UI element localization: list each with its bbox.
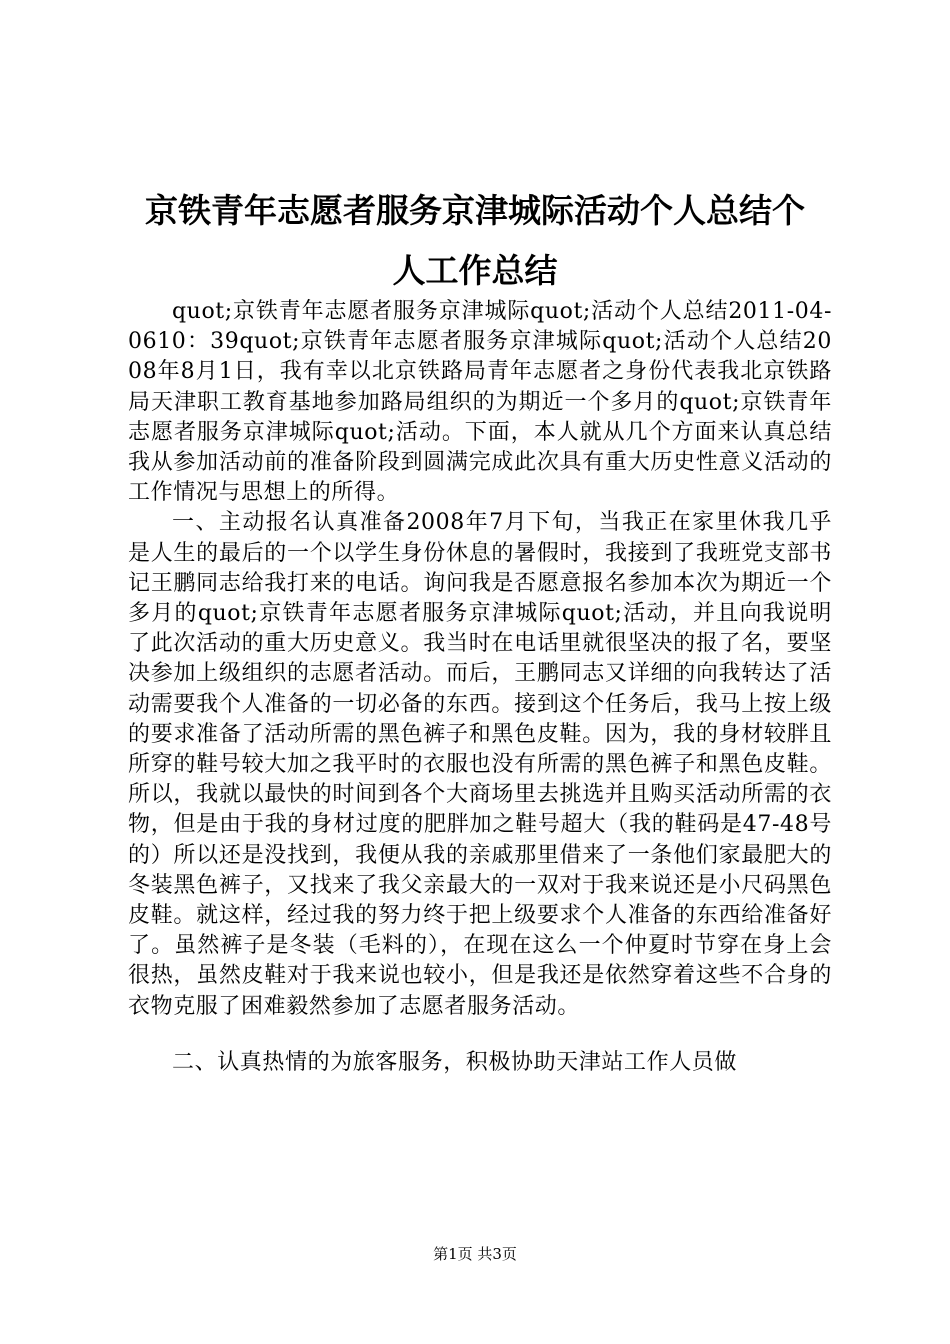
document-body [128,297,832,1078]
page-footer: 第1页 共3页 [433,1245,517,1263]
document-title-line-2: 人工作总结 [392,251,558,290]
paragraph-section-2: 二、认真热情的为旅客服务，积极协助天津站工作人员做 [172,1049,738,1075]
paragraph-section-1: 一、主动报名认真准备2008年7月下旬，当我正在家里休我几乎是人生的最后的一个以学生身份休息的暑假时，我接到了我班党支部书记王鹏同志给我打来的电话。询问我是否愿意报名参加本次为期近一个多月的quot;京铁青年志愿者服务京津城际quot;活动，并且向我说明了此次活动的重大历史意义。我当时在电话里就很坚决的报了名，要坚决参加上级组织的志愿者活动。而后，王鹏同志又详细的向我转达了活动需要我个人准备的一切必备的东西。接到这个任务后，我马上按上级的要求准备了活动所需的黑色裤子和黑色皮鞋。因为，我的身材较胖且所穿的鞋号较大加之我平时的衣服也没有所需的黑色裤子和黑色皮鞋。所以，我就以最快的时间到各个大商场里去挑选并且购买活动所需的衣物，但是由于我的身材过度的肥胖加之鞋号超大（我的鞋码是47-48号的）所以还是没找到，我便从我的亲戚那里借来了一条他们家最肥大的冬装黑色裤子，又找来了我父亲最大的一双对于我来说还是小尺码黑色皮鞋。就这样，经过我的努力终于把上级要求个人准备的东西给准备好了。虽然裤子是冬装（毛料的），在现在这么一个仲夏时节穿在身上会很热，虽然皮鞋对于我来说也较小，但是我还是依然穿着这些不合身的衣物克服了困难毅然参加了志愿者服务活动。 [128,510,832,1019]
document-title-line-1: 京铁青年志愿者服务京津城际活动个人总结个 [145,191,805,230]
paragraph-intro: quot;京铁青年志愿者服务京津城际quot;活动个人总结2011-04-0610：39quot;京铁青年志愿者服务京津城际quot;活动个人总结2008年8月1日，我有幸以北京铁路局青年志愿者之身份代表我北京铁路局天津职工教育基地参加路局组织的为期近一个多月的quot;京铁青年志愿者服务京津城际quot;活动。下面，本人就从几个方面来认真总结我从参加活动前的准备阶段到圆满完成此次具有重大历史性意义活动的工作情况与思想上的所得。 [128,299,832,506]
